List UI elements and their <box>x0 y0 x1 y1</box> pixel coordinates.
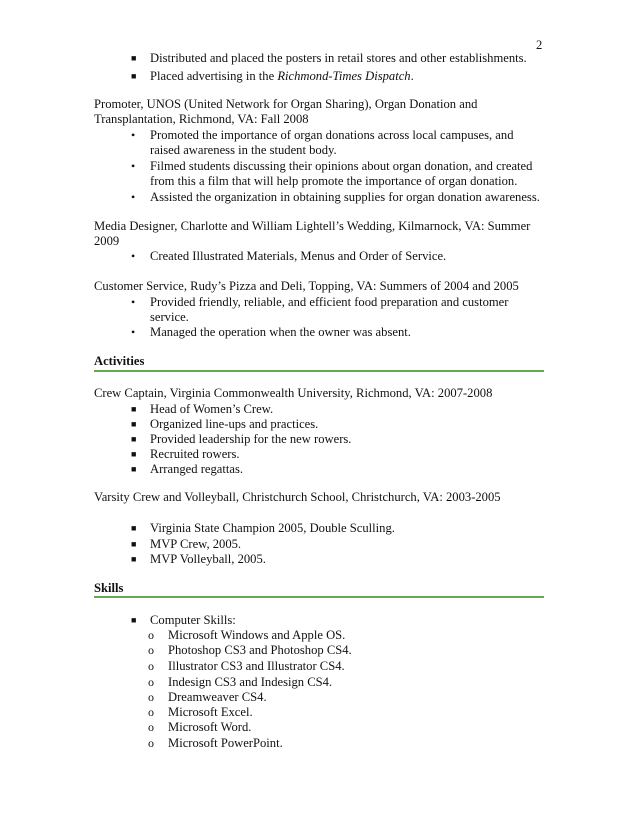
bullet-item: Organized line-ups and practices. <box>150 417 319 431</box>
circle-bullet-icon: o <box>148 643 154 657</box>
square-bullet-icon: ■ <box>131 419 137 429</box>
bullet-item: Provided leadership for the new rowers. <box>150 432 352 446</box>
square-bullet-icon: ■ <box>131 615 137 625</box>
bullet-item-cont: raised awareness in the student body. <box>150 143 337 157</box>
bullet-item: Filmed students discussing their opinions about organ donation, and created <box>150 159 533 173</box>
square-bullet-icon: ■ <box>131 404 137 414</box>
bullet-item: Assisted the organization in obtaining supplies for organ donation awareness. <box>150 190 540 204</box>
circle-bullet-icon: o <box>148 628 154 642</box>
circle-bullet-icon: o <box>148 705 154 719</box>
sub-bullet-item: Microsoft Windows and Apple OS. <box>168 628 346 642</box>
dot-bullet-icon: • <box>131 159 136 173</box>
circle-bullet-icon: o <box>148 659 154 673</box>
section-heading-activities: Activities <box>94 354 145 368</box>
dot-bullet-icon: • <box>131 190 136 204</box>
dot-bullet-icon: • <box>131 249 136 263</box>
job-title: Promoter, UNOS (United Network for Organ Sharing), Organ Donation and <box>94 97 478 111</box>
bullet-item: MVP Volleyball, 2005. <box>150 552 266 566</box>
circle-bullet-icon: o <box>148 690 154 704</box>
bullet-item: Recruited rowers. <box>150 447 240 461</box>
bullet-item: Virginia State Champion 2005, Double Sculling. <box>150 521 395 535</box>
bullet-item: Computer Skills: <box>150 613 236 627</box>
sub-bullet-item: Microsoft Word. <box>168 720 252 734</box>
bullet-text: Placed advertising in the <box>150 69 278 83</box>
bullet-item: Arranged regattas. <box>150 462 244 476</box>
section-divider <box>94 370 544 372</box>
job-title: Customer Service, Rudy’s Pizza and Deli, Topping, VA: Summers of 2004 and 2005 <box>94 279 519 293</box>
sub-bullet-item: Photoshop CS3 and Photoshop CS4. <box>168 643 352 657</box>
sub-bullet-item: Indesign CS3 and Indesign CS4. <box>168 675 333 689</box>
circle-bullet-icon: o <box>148 720 154 734</box>
bullet-item-cont: service. <box>150 310 189 324</box>
sub-bullet-item: Microsoft Excel. <box>168 705 253 719</box>
square-bullet-icon: ■ <box>131 449 137 459</box>
section-heading-skills: Skills <box>94 581 124 595</box>
bullet-item: Created Illustrated Materials, Menus and Order of Service. <box>150 249 447 263</box>
dot-bullet-icon: • <box>131 295 136 309</box>
bullet-item: Head of Women’s Crew. <box>150 402 274 416</box>
job-title-cont: 2009 <box>94 234 120 248</box>
activity-title: Varsity Crew and Volleyball, Christchurch School, Christchurch, VA: 2003-2005 <box>94 490 501 504</box>
sub-bullet-item: Illustrator CS3 and Illustrator CS4. <box>168 659 345 673</box>
bullet-item <box>150 69 414 84</box>
section-divider <box>94 596 544 598</box>
square-bullet-icon: ■ <box>131 71 137 81</box>
bullet-item: MVP Crew, 2005. <box>150 537 242 551</box>
job-title-cont: Transplantation, Richmond, VA: Fall 2008 <box>94 112 309 126</box>
job-title: Media Designer, Charlotte and William Lightell’s Wedding, Kilmarnock, VA: Summer <box>94 219 531 233</box>
bullet-item: Distributed and placed the posters in retail stores and other establishments. <box>150 51 527 65</box>
square-bullet-icon: ■ <box>131 523 137 533</box>
sub-bullet-item: Dreamweaver CS4. <box>168 690 267 704</box>
circle-bullet-icon: o <box>148 736 154 750</box>
bullet-item: Promoted the importance of organ donations across local campuses, and <box>150 128 514 142</box>
square-bullet-icon: ■ <box>131 464 137 474</box>
square-bullet-icon: ■ <box>131 554 137 564</box>
sub-bullet-item: Microsoft PowerPoint. <box>168 736 283 750</box>
dot-bullet-icon: • <box>131 325 136 339</box>
publication-name: Richmond-Times Dispatch <box>277 69 411 83</box>
bullet-item: Provided friendly, reliable, and efficient food preparation and customer <box>150 295 509 309</box>
dot-bullet-icon: • <box>131 128 136 142</box>
circle-bullet-icon: o <box>148 675 154 689</box>
square-bullet-icon: ■ <box>131 434 137 444</box>
page-number: 2 <box>536 38 543 52</box>
activity-title: Crew Captain, Virginia Commonwealth University, Richmond, VA: 2007-2008 <box>94 386 493 400</box>
square-bullet-icon: ■ <box>131 53 137 63</box>
square-bullet-icon: ■ <box>131 539 137 549</box>
bullet-item-cont: from this a film that will help promote the importance of organ donation. <box>150 174 518 188</box>
bullet-item: Managed the operation when the owner was absent. <box>150 325 411 339</box>
bullet-text-end: . <box>410 69 414 83</box>
